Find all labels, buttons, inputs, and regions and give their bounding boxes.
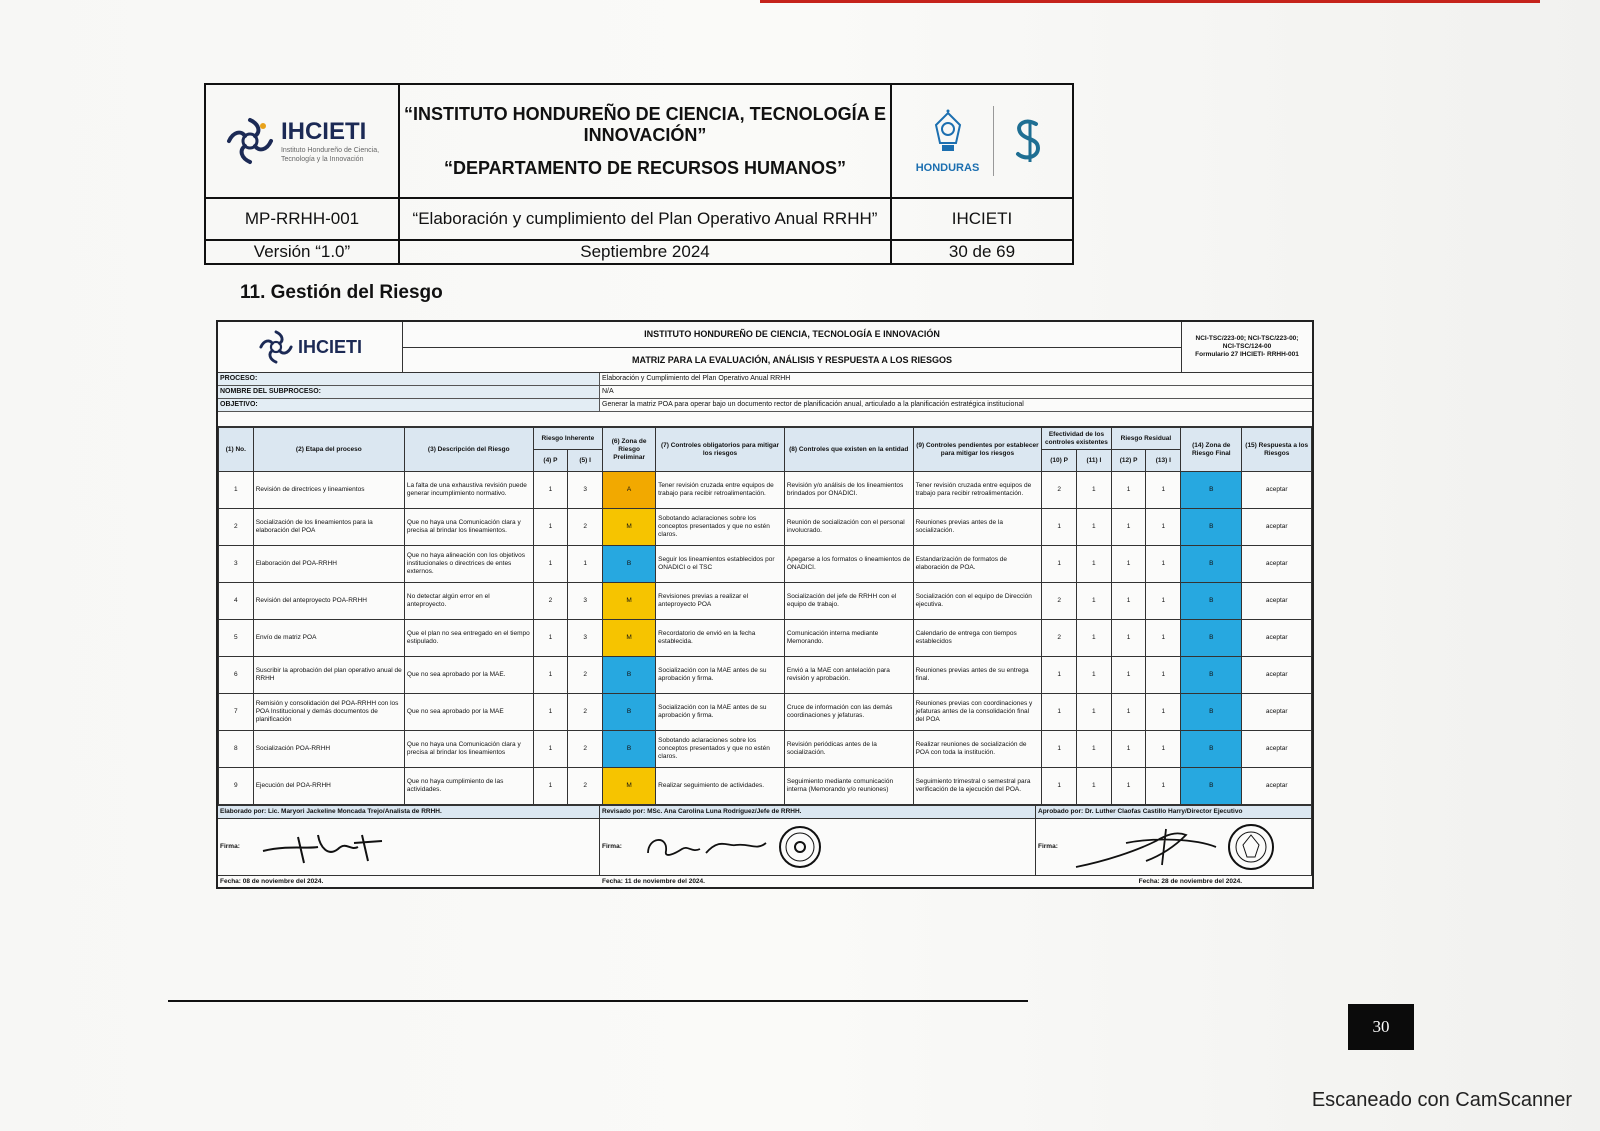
cell-p10: 1 (1042, 657, 1077, 694)
document-page-count: 30 de 69 (891, 240, 1073, 264)
document-date: Septiembre 2024 (399, 240, 891, 264)
cell-etapa: Revisión de directrices y lineamientos (253, 472, 404, 509)
cell-c9: Realizar reuniones de socialización de POA con toda la institución. (913, 731, 1042, 768)
cell-p10: 1 (1042, 731, 1077, 768)
col-etapa: (2) Etapa del proceso (253, 428, 404, 472)
government-s-logo-icon (1008, 116, 1048, 166)
cell-i13: 1 (1146, 620, 1181, 657)
cell-i5: 3 (568, 620, 603, 657)
col-inherente: Riesgo Inherente (533, 428, 602, 450)
cell-p12: 1 (1111, 768, 1146, 805)
cell-c7: Sobotando aclaraciones sobre los conceptos presentados y que no estén claros. (656, 731, 785, 768)
col-respuesta15: (15) Respuesta a los Riesgos (1242, 428, 1312, 472)
cell-c8: Apegarse a los formatos o lineamientos de ONADICI. (784, 546, 913, 583)
proceso-value: Elaboración y Cumplimiento del Plan Operativo Anual RRHH (600, 373, 1312, 386)
signature-cell-2 (600, 819, 1036, 875)
firma-label-2: Firma: (602, 843, 622, 850)
matrix-ref-1: NCI-TSC/223-00; NCI-TSC/223-00; (1195, 335, 1299, 342)
risk-table-body (219, 472, 1312, 805)
cell-z6: B (603, 731, 656, 768)
col-zona6: (6) Zona de Riesgo Preliminar (603, 428, 656, 472)
cell-p4: 1 (533, 472, 568, 509)
cell-c7: Revisiones previas a realizar el anteproyecto POA (656, 583, 785, 620)
cell-i11: 1 (1076, 546, 1111, 583)
cell-i11: 1 (1076, 731, 1111, 768)
cell-z14: B (1181, 509, 1242, 546)
document-title: “Elaboración y cumplimiento del Plan Operativo Anual RRHH” (399, 198, 891, 240)
cell-r15: aceptar (1242, 472, 1312, 509)
cell-p4: 2 (533, 583, 568, 620)
cell-c7: Sobotando aclaraciones sobre los conceptos presentados y que no estén claros. (656, 509, 785, 546)
signature-2-icon (640, 823, 830, 871)
col-descripcion: (3) Descripción del Riesgo (404, 428, 533, 472)
cell-no: 7 (219, 694, 254, 731)
cell-no: 2 (219, 509, 254, 546)
cell-c7: Socialización con la MAE antes de su aprobación y firma. (656, 694, 785, 731)
cell-r15: aceptar (1242, 657, 1312, 694)
department-name: “DEPARTAMENTO DE RECURSOS HUMANOS” (443, 157, 847, 178)
cell-c9: Tener revisión cruzada entre equipos de trabajo para recibir retroalimentación. (913, 472, 1042, 509)
revisado-por: Revisado por: MSc. Ana Carolina Luna Rodríguez/Jefe de RRHH. (600, 806, 1036, 818)
col-zona14: (14) Zona de Riesgo Final (1181, 428, 1242, 472)
cell-r15: aceptar (1242, 768, 1312, 805)
cell-z14: B (1181, 620, 1242, 657)
col-p4: (4) P (533, 450, 568, 472)
matrix-ref-3: Formulario 27 IHCIETI- RRHH-001 (1195, 351, 1299, 358)
cell-p12: 1 (1111, 731, 1146, 768)
cell-p10: 2 (1042, 583, 1077, 620)
table-row (219, 583, 1312, 620)
cell-p12: 1 (1111, 546, 1146, 583)
cell-c8: Revisión periódicas antes de la socialización. (784, 731, 913, 768)
firma-label-1: Firma: (220, 843, 240, 850)
cell-i5: 2 (568, 509, 603, 546)
cell-p10: 1 (1042, 546, 1077, 583)
cell-z6: A (603, 472, 656, 509)
matrix-responsibles (218, 805, 1312, 818)
institution-name: “INSTITUTO HONDUREÑO DE CIENCIA, TECNOLOGÍA E INNOVACIÓN” (403, 103, 887, 145)
cell-z14: B (1181, 546, 1242, 583)
ihcieti-logo (206, 116, 398, 166)
matrix-title-institution: INSTITUTO HONDUREÑO DE CIENCIA, TECNOLOGÍA E INNOVACIÓN (403, 322, 1181, 348)
cell-r15: aceptar (1242, 509, 1312, 546)
cell-p4: 1 (533, 546, 568, 583)
cell-desc: Que no sea aprobado por la MAE (404, 694, 533, 731)
cell-c7: Seguir los lineamientos establecidos por ONADICI o el TSC (656, 546, 785, 583)
col-controles7: (7) Controles obligatorios para mitigar los riesgos (656, 428, 785, 472)
cell-i5: 3 (568, 472, 603, 509)
table-row (219, 768, 1312, 805)
cell-desc: Que el plan no sea entregado en el tiempo estipulado. (404, 620, 533, 657)
cell-etapa: Envío de matriz POA (253, 620, 404, 657)
elaborado-por: Elaborado por: Lic. Maryori Jackeline Moncada Trejo/Analista de RRHH. (218, 806, 600, 818)
cell-c8: Cruce de información con las demás coordinaciones y jefaturas. (784, 694, 913, 731)
col-efectividad: Efectividad de los controles existentes (1042, 428, 1111, 450)
cell-no: 1 (219, 472, 254, 509)
cell-etapa: Ejecución del POA-RRHH (253, 768, 404, 805)
matrix-logo-text: IHCIETI (297, 336, 362, 357)
cell-p12: 1 (1111, 694, 1146, 731)
fecha-1: Fecha: 08 de noviembre del 2024. (220, 878, 324, 885)
cell-z6: B (603, 546, 656, 583)
cell-z6: M (603, 620, 656, 657)
cell-z6: M (603, 768, 656, 805)
col-controles8: (8) Controles que existen en la entidad (784, 428, 913, 472)
signature-cell-1 (218, 819, 600, 875)
fecha-3: Fecha: 28 de noviembre del 2024. (1138, 878, 1242, 885)
cell-i11: 1 (1076, 583, 1111, 620)
document-header (204, 83, 1074, 265)
cell-desc: No detectar algún error en el anteproyecto. (404, 583, 533, 620)
cell-etapa: Socialización de los lineamientos para la elaboración del POA (253, 509, 404, 546)
matrix-spacer (218, 412, 1312, 427)
header-emblem-cell (891, 84, 1073, 198)
cell-c8: Seguimiento mediante comunicación interna (Memorando y/o reuniones) (784, 768, 913, 805)
cell-c9: Seguimiento trimestral o semestral para verificación de la ejecución del POA. (913, 768, 1042, 805)
cell-c8: Comunicación interna mediante Memorando. (784, 620, 913, 657)
objetivo-label: OBJETIVO: (218, 399, 600, 412)
cell-i13: 1 (1146, 546, 1181, 583)
cell-z6: B (603, 694, 656, 731)
cell-no: 3 (219, 546, 254, 583)
col-p12: (12) P (1111, 450, 1146, 472)
col-i13: (13) I (1146, 450, 1181, 472)
aprobado-por: Aprobado por: Dr. Luther Claofas Castillo Harry/Director Ejecutivo (1036, 806, 1312, 818)
cell-i11: 1 (1076, 620, 1111, 657)
cell-i13: 1 (1146, 472, 1181, 509)
cell-no: 8 (219, 731, 254, 768)
top-red-line (760, 0, 1540, 3)
cell-c7: Recordatorio de envió en la fecha establecida. (656, 620, 785, 657)
cell-p10: 1 (1042, 768, 1077, 805)
table-row (219, 731, 1312, 768)
cell-c9: Estandarización de formatos de elaboración de POA. (913, 546, 1042, 583)
cell-z14: B (1181, 583, 1242, 620)
cell-etapa: Socialización POA-RRHH (253, 731, 404, 768)
matrix-references (1182, 322, 1312, 372)
cell-z6: M (603, 583, 656, 620)
cell-i11: 1 (1076, 768, 1111, 805)
table-row (219, 472, 1312, 509)
cell-i11: 1 (1076, 657, 1111, 694)
cell-c7: Socialización con la MAE antes de su aprobación y firma. (656, 657, 785, 694)
cell-z14: B (1181, 472, 1242, 509)
col-p10: (10) P (1042, 450, 1077, 472)
cell-i5: 2 (568, 731, 603, 768)
cell-i5: 3 (568, 583, 603, 620)
cell-z14: B (1181, 657, 1242, 694)
honduras-label: HONDURAS (915, 161, 980, 174)
cell-no: 9 (219, 768, 254, 805)
matrix-meta (218, 373, 1312, 412)
cell-desc: Que no haya alineación con los objetivos institucionales o directrices de entes externos. (404, 546, 533, 583)
cell-p4: 1 (533, 657, 568, 694)
cell-c7: Realizar seguimiento de actividades. (656, 768, 785, 805)
cell-c9: Reuniones previas antes de su entrega final. (913, 657, 1042, 694)
honduras-coat-of-arms-icon (928, 109, 968, 157)
cell-i5: 2 (568, 694, 603, 731)
logo-subtitle-1: Instituto Hondureño de Ciencia, (280, 147, 380, 154)
cell-desc: Que no haya una Comunicación clara y precisa al brindar los lineamientos. (404, 509, 533, 546)
col-i11: (11) I (1076, 450, 1111, 472)
cell-etapa: Revisión del anteproyecto POA-RRHH (253, 583, 404, 620)
cell-desc: La falta de una exhaustiva revisión puede generar incumplimiento normativo. (404, 472, 533, 509)
cell-desc: Que no haya cumplimiento de las actividades. (404, 768, 533, 805)
cell-p4: 1 (533, 620, 568, 657)
document-code: MP-RRHH-001 (205, 198, 399, 240)
cell-r15: aceptar (1242, 620, 1312, 657)
cell-c9: Calendario de entrega con tiempos establecidos (913, 620, 1042, 657)
cell-r15: aceptar (1242, 546, 1312, 583)
table-row (219, 694, 1312, 731)
cell-i11: 1 (1076, 509, 1111, 546)
header-logo-cell (205, 84, 399, 198)
cell-etapa: Remisión y consolidación del POA-RRHH con los POA Institucional y demás documentos de planificación (253, 694, 404, 731)
cell-p12: 1 (1111, 472, 1146, 509)
header-title-cell (399, 84, 891, 198)
table-row (219, 620, 1312, 657)
signature-dates (218, 876, 1312, 887)
cell-i13: 1 (1146, 731, 1181, 768)
cell-i13: 1 (1146, 768, 1181, 805)
signature-row (218, 818, 1312, 876)
signature-cell-3 (1036, 819, 1312, 875)
table-row (219, 657, 1312, 694)
cell-i13: 1 (1146, 509, 1181, 546)
cell-no: 6 (219, 657, 254, 694)
col-controles9: (9) Controles pendientes por establecer para mitigar los riesgos (913, 428, 1042, 472)
cell-i5: 2 (568, 768, 603, 805)
cell-r15: aceptar (1242, 731, 1312, 768)
cell-c7: Tener revisión cruzada entre equipos de trabajo para recibir retroalimentación. (656, 472, 785, 509)
cell-no: 4 (219, 583, 254, 620)
cell-i13: 1 (1146, 694, 1181, 731)
ihcieti-swirl-icon (258, 329, 294, 365)
col-residual: Riesgo Residual (1111, 428, 1180, 450)
logo-subtitle-2: Tecnología y la Innovación (280, 156, 364, 163)
section-title: 11. Gestión del Riesgo (240, 282, 443, 303)
cell-z14: B (1181, 694, 1242, 731)
cell-i5: 1 (568, 546, 603, 583)
cell-z6: B (603, 657, 656, 694)
cell-p12: 1 (1111, 657, 1146, 694)
page-number: 30 (1348, 1004, 1414, 1050)
signature-3-icon (1066, 821, 1286, 873)
cell-c8: Reunión de socialización con el personal involucrado. (784, 509, 913, 546)
cell-etapa: Suscribir la aprobación del plan operativo anual de RRHH (253, 657, 404, 694)
cell-p12: 1 (1111, 509, 1146, 546)
cell-p4: 1 (533, 509, 568, 546)
cell-r15: aceptar (1242, 694, 1312, 731)
cell-p4: 1 (533, 694, 568, 731)
cell-no: 5 (219, 620, 254, 657)
cell-z14: B (1181, 768, 1242, 805)
footer-rule (168, 1000, 1028, 1002)
matrix-ref-2: NCI-TSC/124-00 (1222, 343, 1272, 350)
cell-c9: Reuniones previas con coordinaciones y jefaturas antes de la consolidación final del POA (913, 694, 1042, 731)
table-row (219, 546, 1312, 583)
cell-c9: Reuniones previas antes de la socialización. (913, 509, 1042, 546)
cell-i13: 1 (1146, 583, 1181, 620)
col-i5: (5) I (568, 450, 603, 472)
cell-p12: 1 (1111, 620, 1146, 657)
fecha-2: Fecha: 11 de noviembre del 2024. (602, 878, 705, 885)
logo-brand-text: IHCIETI (280, 118, 367, 145)
risk-matrix (216, 320, 1314, 889)
emblem-divider (993, 106, 994, 176)
cell-z6: M (603, 509, 656, 546)
proceso-label: PROCESO: (218, 373, 600, 386)
signature-1-icon (258, 827, 398, 867)
cell-p12: 1 (1111, 583, 1146, 620)
matrix-header (218, 322, 1312, 373)
cell-p10: 1 (1042, 694, 1077, 731)
cell-desc: Que no sea aprobado por la MAE. (404, 657, 533, 694)
cell-i13: 1 (1146, 657, 1181, 694)
cell-c8: Revisión y/o análisis de los lineamientos brindados por ONADICI. (784, 472, 913, 509)
cell-i11: 1 (1076, 694, 1111, 731)
cell-p4: 1 (533, 768, 568, 805)
matrix-logo (218, 322, 403, 372)
table-row (219, 509, 1312, 546)
cell-p10: 2 (1042, 472, 1077, 509)
col-no: (1) No. (219, 428, 254, 472)
matrix-title-name: MATRIZ PARA LA EVALUACIÓN, ANÁLISIS Y RESPUESTA A LOS RIESGOS (631, 354, 953, 365)
cell-c9: Socialización con el equipo de Dirección ejecutiva. (913, 583, 1042, 620)
risk-table (218, 427, 1312, 805)
cell-desc: Que no haya una Comunicación clara y precisa al brindar los lineamientos (404, 731, 533, 768)
camscanner-watermark: Escaneado con CamScanner (1311, 1089, 1572, 1111)
cell-i5: 2 (568, 657, 603, 694)
objetivo-value: Generar la matriz POA para operar bajo un documento rector de planificación anual, articulado a la planificación estratégica institucional (600, 399, 1312, 412)
cell-p10: 2 (1042, 620, 1077, 657)
subproceso-label: NOMBRE DEL SUBPROCESO: (218, 386, 600, 399)
cell-c8: Envió a la MAE con antelación para revisión y aprobación. (784, 657, 913, 694)
cell-p4: 1 (533, 731, 568, 768)
firma-label-3: Firma: (1038, 843, 1058, 850)
cell-etapa: Elaboración del POA-RRHH (253, 546, 404, 583)
cell-c8: Socialización del jefe de RRHH con el equipo de trabajo. (784, 583, 913, 620)
document-version: Versión “1.0” (205, 240, 399, 264)
ihcieti-swirl-icon (225, 116, 275, 166)
subproceso-value: N/A (600, 386, 1312, 399)
cell-p10: 1 (1042, 509, 1077, 546)
cell-i11: 1 (1076, 472, 1111, 509)
document-org: IHCIETI (891, 198, 1073, 240)
cell-r15: aceptar (1242, 583, 1312, 620)
cell-z14: B (1181, 731, 1242, 768)
